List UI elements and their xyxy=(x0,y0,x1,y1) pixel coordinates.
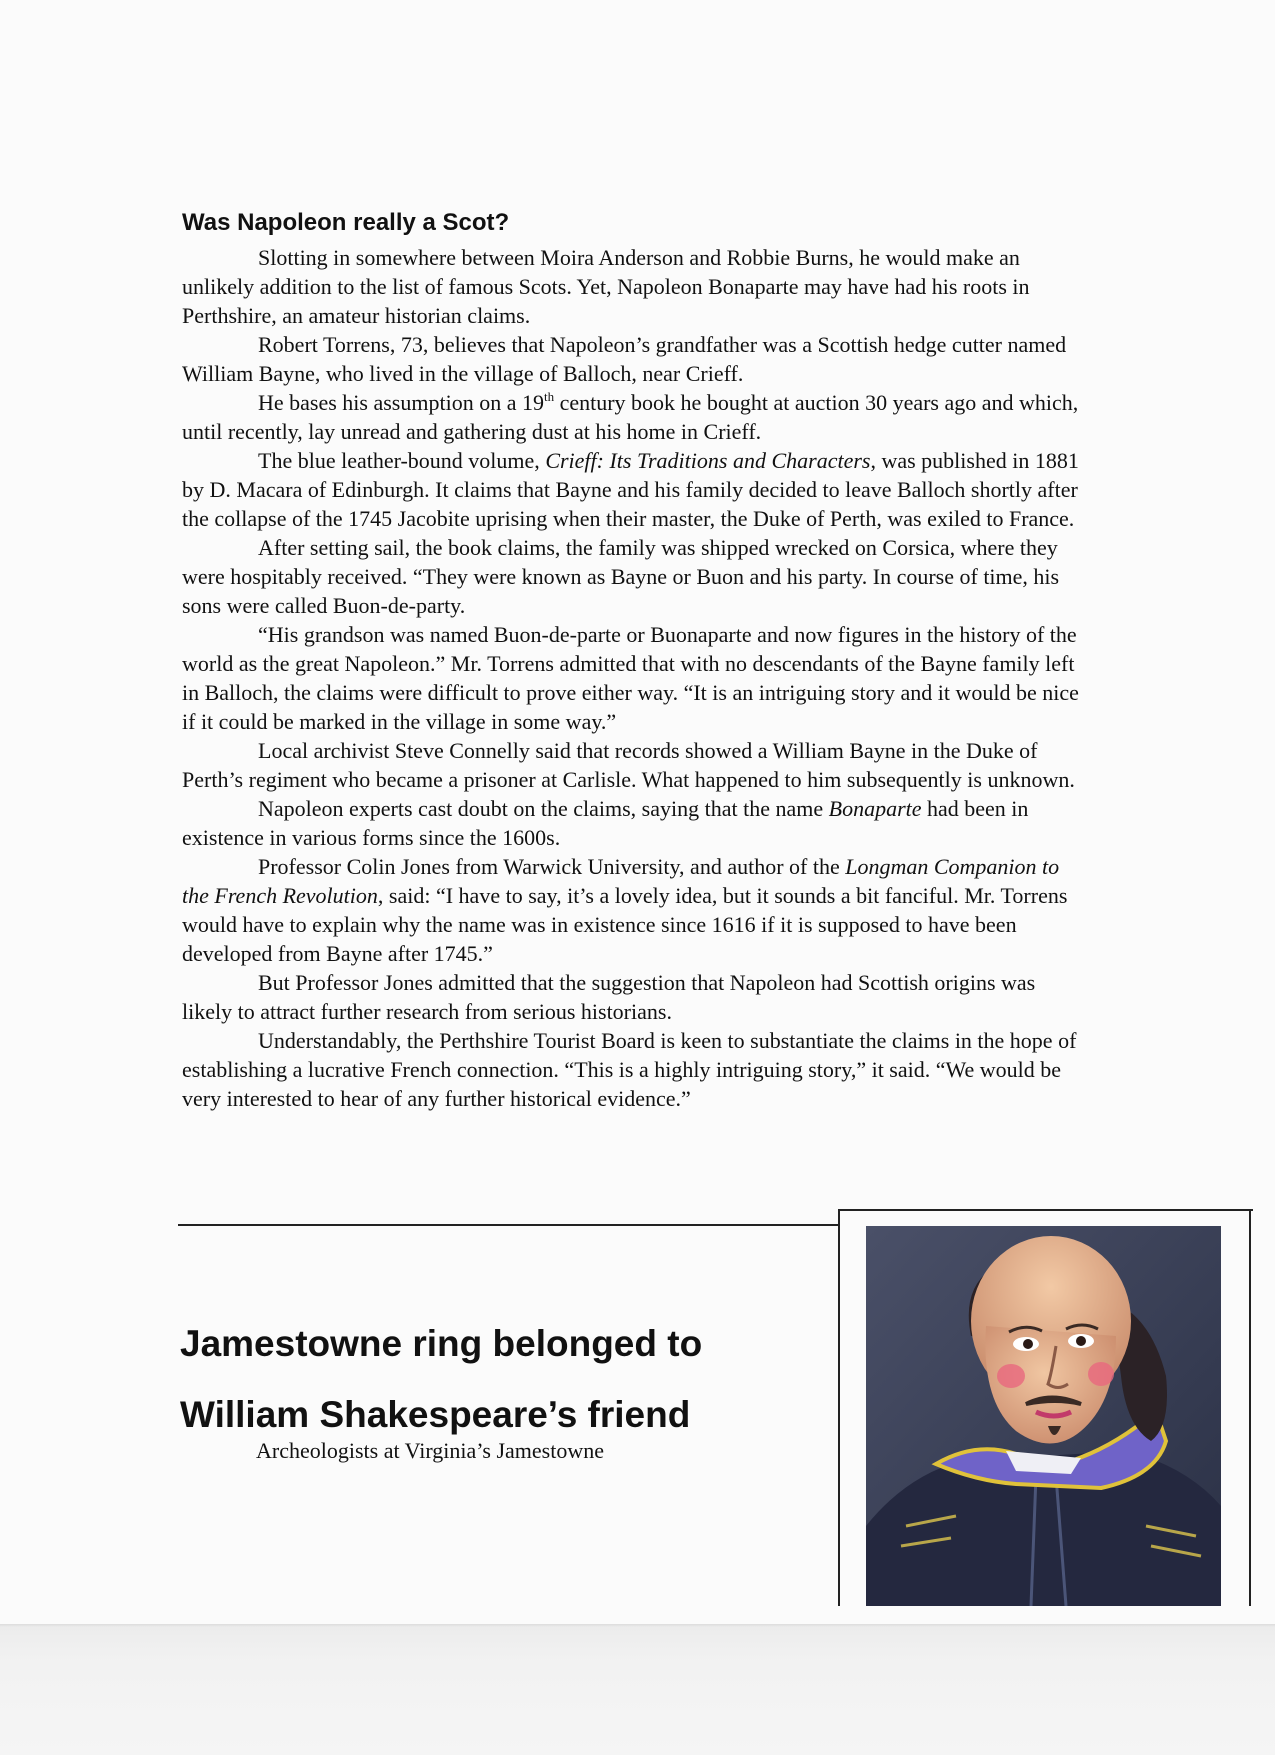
image-frame-left xyxy=(838,1209,840,1606)
paragraph-10: But Professor Jones admitted that the suggestion that Napoleon had Scottish origins was likely to attract further research from serious historians. xyxy=(182,970,1036,1024)
paragraph-6: “His grandson was named Buon-de-parte or Buonaparte and now figures in the history of the world as the great Napoleon.” Mr. Torrens admitted that with no descendants of the Bayne family left in Balloch, the claims were difficult to prove either way. “It is an intriguing story and it would be nice if it could be marked in the village in some way.” xyxy=(182,622,1079,734)
shakespeare-headline xyxy=(180,1308,820,1450)
paragraph-8: Napoleon experts cast doubt on the claims, saying that the name Bonaparte had been in existence in various forms since the 1600s. xyxy=(182,796,1029,850)
shakespeare-portrait xyxy=(866,1226,1221,1606)
paragraph-4: The blue leather-bound volume, Crieff: Its Traditions and Characters, was published in 1881 by D. Macara of Edinburgh. It claims that Bayne and his family decided to leave Balloch shortly after the collapse of the 1745 Jacobite uprising when their master, the Duke of Perth, was exiled to France. xyxy=(182,448,1079,531)
napoleon-article xyxy=(182,207,1082,1113)
headline-line-2: William Shakespeare’s friend xyxy=(180,1394,691,1435)
name-italic: Bonaparte xyxy=(828,796,922,821)
article-headline: Was Napoleon really a Scot? xyxy=(182,209,510,236)
book-title: Crieff: Its Traditions and Characters xyxy=(545,448,871,473)
headline-line-1: Jamestowne ring belonged to xyxy=(180,1323,703,1364)
paragraph-2: Robert Torrens, 73, believes that Napoleon’s grandfather was a Scottish hedge cutter named William Bayne, who lived in the village of Balloch, near Crieff. xyxy=(182,332,1067,386)
image-frame-right xyxy=(1249,1209,1251,1606)
paragraph-11: Understandably, the Perthshire Tourist Board is keen to substantiate the claims in the hope of establishing a lucrative French connection. “This is a highly intriguing story,” it said. “We would be very interested to hear of any further historical evidence.” xyxy=(182,1028,1077,1111)
paragraph-5: After setting sail, the book claims, the family was shipped wrecked on Corsica, where they were hospitably received. “They were known as Bayne or Buon and his party. In course of time, his sons were called Buon-de-party. xyxy=(182,535,1060,618)
superscript: th xyxy=(543,389,555,404)
paragraph-3: He bases his assumption on a 19th century book he bought at auction 30 years ago and which, until recently, lay unread and gathering dust at his home in Crieff. xyxy=(182,389,1079,444)
scan-edge xyxy=(0,1624,1275,1755)
paragraph-9: Professor Colin Jones from Warwick University, and author of the Longman Companion to the French Revolution, said: “I have to say, it’s a lovely idea, but it sounds a bit fanciful. Mr. Torrens would have to explain why the name was in existence since 1616 if it is supposed to have been developed from Bayne after 1745.” xyxy=(182,854,1068,966)
article-lead: Archeologists at Virginia’s Jamestowne xyxy=(256,1438,604,1463)
paragraph-1: Slotting in somewhere between Moira Anderson and Robbie Burns, he would make an unlikely addition to the list of famous Scots. Yet, Napoleon Bonaparte may have had his roots in Perthshire, an amateur historian claims. xyxy=(182,245,1030,328)
section-divider xyxy=(178,1224,838,1226)
book-title: Longman Companion to the French Revolution xyxy=(182,854,1060,908)
image-frame-top xyxy=(838,1209,1253,1211)
paragraph-7: Local archivist Steve Connelly said that records showed a William Bayne in the Duke of Perth’s regiment who became a prisoner at Carlisle. What happened to him subsequently is unknown. xyxy=(182,738,1075,792)
